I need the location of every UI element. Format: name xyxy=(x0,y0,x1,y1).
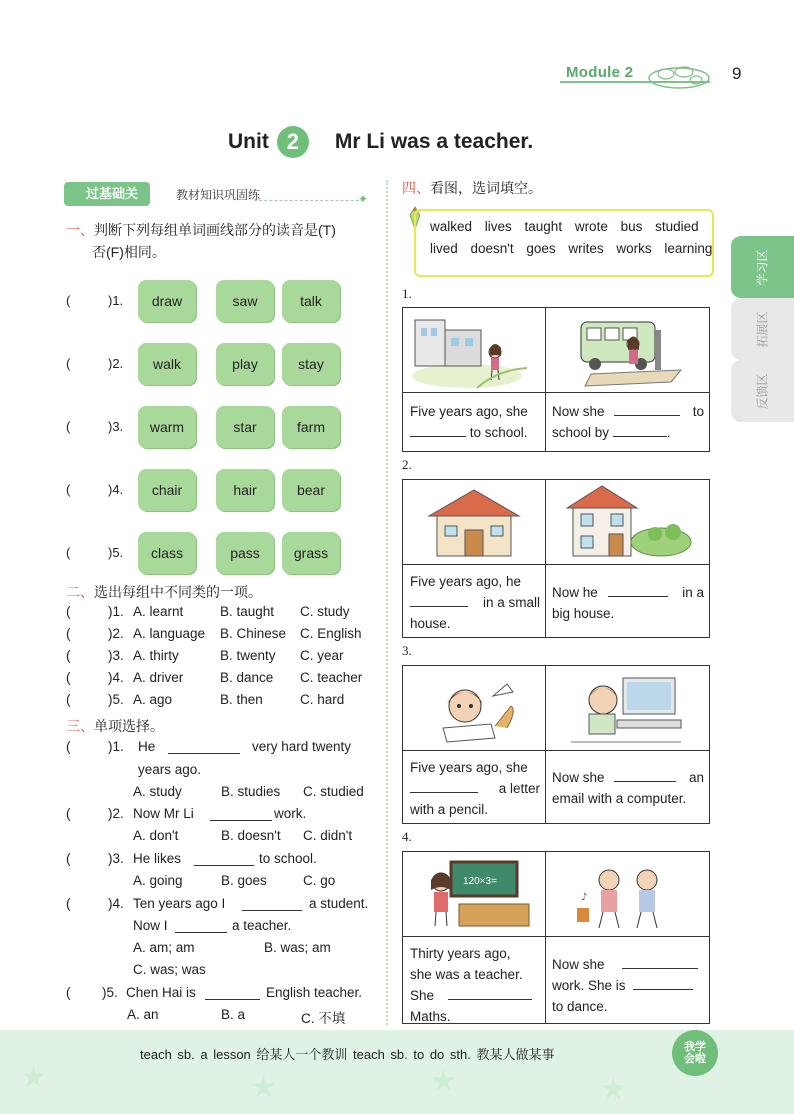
girl-computer-illustration xyxy=(551,666,705,750)
question-text: a teacher. xyxy=(232,918,292,933)
caption-text: school by xyxy=(552,425,610,440)
answer-blank[interactable] xyxy=(242,898,302,911)
answer-blank[interactable] xyxy=(210,808,272,821)
column-divider xyxy=(386,180,388,1025)
question-text: Ten years ago I xyxy=(133,896,226,911)
question-text: years ago. xyxy=(138,762,202,777)
word-card: chair xyxy=(138,469,196,511)
answer-paren[interactable]: ( xyxy=(66,545,71,560)
part2-title-text: 选出每组中不同类的一项。 xyxy=(94,584,262,600)
picture-question-2 xyxy=(402,479,710,638)
question-number: )5. xyxy=(108,692,124,707)
part3-q2-options xyxy=(133,828,373,843)
part1-title xyxy=(66,219,336,241)
part2-row xyxy=(66,692,376,712)
word-card: walk xyxy=(138,343,196,385)
question-number: )4. xyxy=(108,482,124,497)
caption-left xyxy=(410,757,540,820)
question-text: Now I xyxy=(133,918,168,933)
answer-blank[interactable] xyxy=(448,987,532,1000)
part3-number: 三、 xyxy=(66,718,94,734)
word-card: talk xyxy=(282,280,340,322)
option-b: B. twenty xyxy=(220,648,276,663)
question-number: )1. xyxy=(108,604,124,619)
unit-number-badge: 2 xyxy=(277,126,309,158)
part4-title xyxy=(402,178,542,198)
picture-row xyxy=(403,666,709,751)
question-text: a student. xyxy=(309,896,369,911)
question-number: )1. xyxy=(108,293,124,308)
part2-row xyxy=(66,626,376,646)
option-c: C. teacher xyxy=(300,670,363,685)
caption-right xyxy=(552,954,704,1017)
caption-text: Now she xyxy=(552,404,605,419)
answer-blank[interactable] xyxy=(194,853,254,866)
tab-study-area[interactable] xyxy=(731,236,794,298)
option-b: B. studies xyxy=(221,784,281,799)
picture-question-1-number: 1. xyxy=(402,286,412,301)
part3-question-1 xyxy=(66,739,352,754)
part3-question-5 xyxy=(66,985,363,1000)
tab-label: 学习区 xyxy=(755,248,770,286)
unit-title xyxy=(228,124,533,160)
part3-question-4 xyxy=(66,896,369,911)
word-card: star xyxy=(216,406,274,448)
caption-text: house. xyxy=(410,616,451,631)
answer-paren[interactable]: ( xyxy=(66,985,71,1000)
star-decoration-icon: ★ xyxy=(600,1073,627,1106)
part3-title-text: 单项选择。 xyxy=(94,718,164,734)
unit-heading: Mr Li was a teacher. xyxy=(334,130,534,153)
picture-row xyxy=(403,308,709,393)
caption-text: big house. xyxy=(552,606,615,621)
part3-q5-options xyxy=(127,1007,367,1026)
option-c: C. hard xyxy=(300,692,345,707)
question-text: work. xyxy=(274,806,307,821)
question-number: )1. xyxy=(108,739,124,754)
question-number: )3. xyxy=(108,648,124,663)
part3-q3-options xyxy=(133,873,373,888)
bus-stop-illustration xyxy=(551,308,705,392)
caption-right xyxy=(552,767,704,809)
caption-right xyxy=(552,582,704,624)
question-text: English teacher. xyxy=(266,985,363,1000)
option-b: B. then xyxy=(220,692,263,707)
part3-q4-options xyxy=(133,940,373,955)
answer-paren[interactable]: ( xyxy=(66,739,71,754)
option-b: B. doesn't xyxy=(221,828,281,843)
answer-blank[interactable] xyxy=(614,403,680,416)
question-text: He likes xyxy=(133,851,182,866)
option-c: C. English xyxy=(300,626,362,641)
answer-paren[interactable]: ( xyxy=(66,648,71,663)
option-a: A. thirty xyxy=(133,648,179,663)
caption-right xyxy=(552,401,704,443)
question-number: )4. xyxy=(108,670,124,685)
caption-left xyxy=(410,571,540,634)
caption-text: Maths. xyxy=(410,1009,451,1024)
tab-feedback-area[interactable] xyxy=(731,360,794,422)
answer-paren[interactable]: ( xyxy=(66,670,71,685)
option-b: B. Chinese xyxy=(220,626,287,641)
star-decoration-icon: ★ xyxy=(20,1061,47,1094)
school-building-illustration xyxy=(407,308,541,392)
caption-text: Now he xyxy=(552,585,598,600)
picture-row xyxy=(403,480,709,565)
caption-text: an xyxy=(688,770,704,785)
answer-paren[interactable]: ( xyxy=(66,851,71,866)
part3-question-4-line2 xyxy=(133,918,292,933)
caption-text: She xyxy=(410,988,435,1003)
star-decoration-icon: ★ xyxy=(250,1071,277,1104)
answer-blank[interactable] xyxy=(622,956,698,969)
question-text: He xyxy=(138,739,156,754)
caption-text: Five years ago, he xyxy=(410,574,522,589)
part1-title-line1: 判断下列每组单词画线部分的读音是(T) xyxy=(94,222,336,238)
picture-question-1 xyxy=(402,307,710,452)
caption-text: Thirty years ago, xyxy=(410,946,511,961)
unit-label: Unit xyxy=(228,130,269,153)
teacher-blackboard-illustration xyxy=(407,852,541,936)
option-b: B. goes xyxy=(221,873,267,888)
caption-text: . xyxy=(666,425,671,440)
option-a: A. study xyxy=(133,784,182,799)
option-c: C. go xyxy=(303,873,336,888)
option-a: A. an xyxy=(127,1007,159,1022)
word-bank-line1: walked lives taught wrote bus studied xyxy=(430,219,699,234)
question-text: to school. xyxy=(259,851,317,866)
part1-row xyxy=(66,532,366,576)
answer-blank[interactable] xyxy=(410,780,478,793)
answer-paren[interactable]: ( xyxy=(66,806,71,821)
answer-paren[interactable]: ( xyxy=(66,896,71,911)
part4-number: 四、 xyxy=(402,180,430,196)
question-text: Chen Hai is xyxy=(126,985,196,1000)
picture-question-3-number: 3. xyxy=(402,643,412,658)
option-a: A. am; am xyxy=(133,940,195,955)
banner-tag: 过基础关 xyxy=(64,182,150,206)
answer-blank[interactable] xyxy=(168,741,240,754)
picture-question-2-number: 2. xyxy=(402,457,412,472)
page-number: 9 xyxy=(732,64,742,83)
answer-blank[interactable] xyxy=(205,987,260,1000)
option-b: B. taught xyxy=(220,604,275,619)
answer-paren[interactable]: ( xyxy=(66,356,71,371)
question-number: )3. xyxy=(108,419,124,434)
caption-text: she was a teacher. xyxy=(410,967,523,982)
caption-left xyxy=(410,401,528,443)
star-icon: ✦ xyxy=(358,192,369,206)
word-card: farm xyxy=(282,406,340,448)
part1-row xyxy=(66,280,366,324)
caption-text: email with a computer. xyxy=(552,791,687,806)
word-bank xyxy=(414,209,714,277)
option-a: A. language xyxy=(133,626,206,641)
picture-question-4-number: 4. xyxy=(402,829,412,844)
section-banner xyxy=(64,182,374,208)
small-house-illustration xyxy=(407,480,541,564)
option-a: A. don't xyxy=(133,828,179,843)
answer-paren[interactable]: ( xyxy=(66,419,71,434)
question-number: )3. xyxy=(108,851,124,866)
banner-dashed-line xyxy=(254,200,364,201)
banner-subtitle: 教材知识巩固练 xyxy=(176,188,261,202)
word-card: class xyxy=(138,532,196,574)
word-card: draw xyxy=(138,280,196,322)
part1-row xyxy=(66,469,366,513)
tab-label: 反馈区 xyxy=(755,372,770,410)
option-c: C. didn't xyxy=(303,828,353,843)
word-card: saw xyxy=(216,280,274,322)
caption-text: Five years ago, she xyxy=(410,404,528,419)
caption-text: Five years ago, she xyxy=(410,760,528,775)
answer-paren[interactable]: ( xyxy=(66,692,71,707)
question-number: )2. xyxy=(108,806,124,821)
blackboard-text: 120×3= xyxy=(463,876,497,887)
caption-text: to dance. xyxy=(552,999,608,1014)
part3-q1-options xyxy=(133,784,373,799)
option-c: C. year xyxy=(300,648,344,663)
part3-question-3 xyxy=(66,851,317,866)
picture-question-4 xyxy=(402,851,710,1024)
badge-line2: 会啦 xyxy=(684,1053,706,1065)
module-name: Module 2 xyxy=(566,64,634,81)
answer-blank[interactable] xyxy=(410,424,466,437)
word-bank-line2: lived doesn't goes writes works learning xyxy=(430,241,713,256)
word-card: play xyxy=(216,343,274,385)
caption-left xyxy=(410,943,540,1027)
picture-row xyxy=(403,852,709,937)
word-card: bear xyxy=(282,469,340,511)
option-a: A. ago xyxy=(133,692,173,707)
question-number: )2. xyxy=(108,356,124,371)
part1-row xyxy=(66,406,366,450)
part3-question-2 xyxy=(66,806,307,821)
big-house-illustration xyxy=(551,480,705,564)
tab-extension-area[interactable] xyxy=(731,298,794,360)
learned-badge xyxy=(672,1030,718,1076)
girl-writing-letter-illustration xyxy=(407,666,541,750)
answer-blank[interactable] xyxy=(613,424,667,437)
word-card: grass xyxy=(282,532,340,574)
part4-title-text: 看图，选词填空。 xyxy=(430,180,542,196)
part1-title-line2: 否(F)相同。 xyxy=(92,244,166,260)
footer-note: teach sb. a lesson 给某人一个教训 teach sb. to do sth. 教某人做某事 xyxy=(140,1047,555,1062)
question-number: )4. xyxy=(108,896,124,911)
answer-paren[interactable]: ( xyxy=(66,626,71,641)
answer-paren[interactable]: ( xyxy=(66,482,71,497)
star-decoration-icon: ★ xyxy=(430,1065,457,1098)
question-number: )2. xyxy=(108,626,124,641)
svg-text:♪: ♪ xyxy=(581,892,588,903)
part2-title xyxy=(66,581,262,603)
tab-label: 拓展区 xyxy=(755,310,770,348)
part2-row xyxy=(66,648,376,668)
answer-paren[interactable]: ( xyxy=(66,293,71,308)
option-b: B. dance xyxy=(220,670,274,685)
word-card: hair xyxy=(216,469,274,511)
option-c: C. 不填 xyxy=(301,1011,346,1026)
question-text: Now Mr Li xyxy=(133,806,194,821)
part2-row xyxy=(66,604,376,624)
option-c: C. studied xyxy=(303,784,364,799)
part1-number: 一、 xyxy=(66,222,94,238)
part3-title xyxy=(66,715,164,737)
part2-number: 二、 xyxy=(66,584,94,600)
question-number: )5. xyxy=(108,545,124,560)
option-c: C. study xyxy=(300,604,350,619)
word-card: stay xyxy=(282,343,340,385)
grandmothers-dancing-illustration xyxy=(551,852,705,936)
flower-decoration-icon xyxy=(644,62,714,90)
option-b: B. a xyxy=(221,1007,246,1022)
caption-text: work. She is xyxy=(552,978,626,993)
answer-paren[interactable]: ( xyxy=(66,604,71,619)
caption-text: to school. xyxy=(469,425,528,440)
option-a: A. going xyxy=(133,873,183,888)
word-card: warm xyxy=(138,406,196,448)
option-b: B. was; am xyxy=(264,940,331,955)
question-text: very hard twenty xyxy=(252,739,352,754)
caption-text: Now she xyxy=(552,770,605,785)
picture-question-3 xyxy=(402,665,710,824)
question-number: )5. xyxy=(102,985,118,1000)
part1-row xyxy=(66,343,366,387)
option-a: A. learnt xyxy=(133,604,184,619)
caption-text: in a xyxy=(682,585,704,600)
caption-text: Now she xyxy=(552,957,605,972)
caption-text: in a small xyxy=(482,595,540,610)
answer-blank[interactable] xyxy=(608,584,668,597)
answer-blank[interactable] xyxy=(410,594,468,607)
badge-line1: 我学 xyxy=(684,1041,706,1053)
option-c: C. was; was xyxy=(133,962,206,977)
part2-row xyxy=(66,670,376,690)
answer-blank[interactable] xyxy=(175,920,227,933)
option-a: A. driver xyxy=(133,670,184,685)
word-card: pass xyxy=(216,532,274,574)
answer-blank[interactable] xyxy=(614,769,676,782)
answer-blank[interactable] xyxy=(633,977,693,990)
caption-text: with a pencil. xyxy=(410,802,489,817)
caption-text: to xyxy=(692,404,704,419)
caption-text: a letter xyxy=(498,781,540,796)
